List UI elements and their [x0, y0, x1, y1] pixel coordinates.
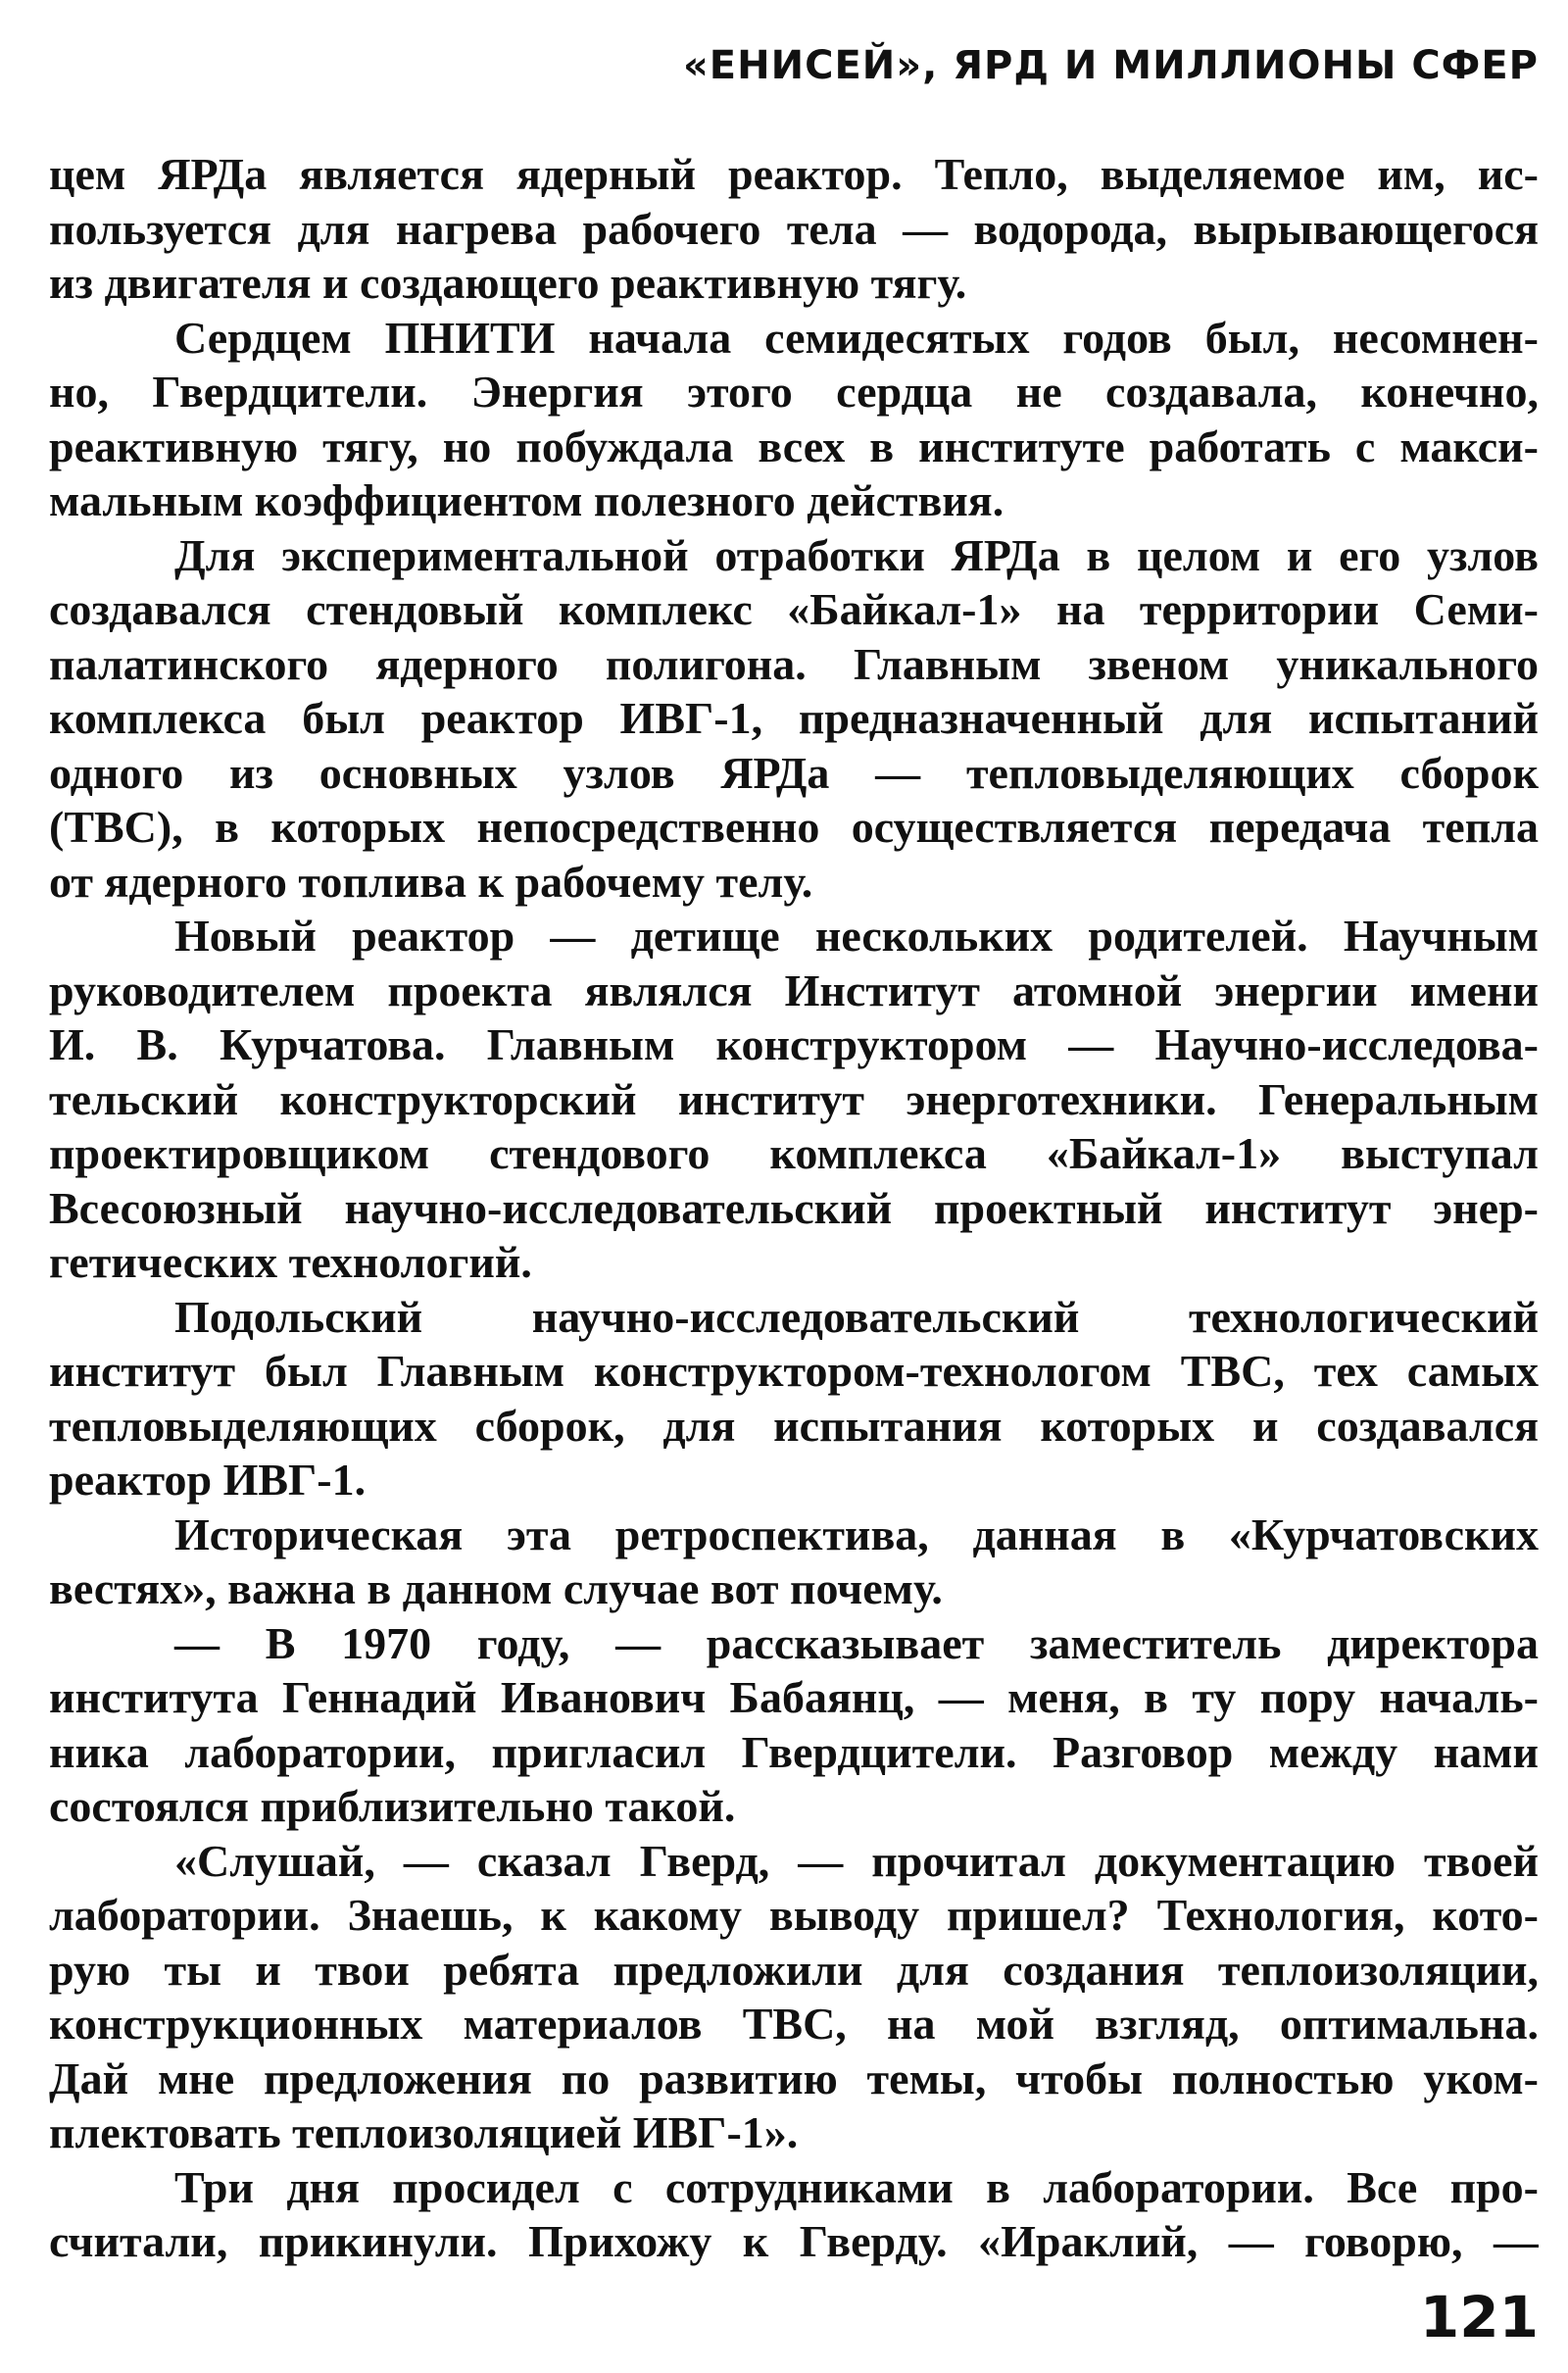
running-head: «ЕНИСЕЙ», ЯРД И МИЛЛИОНЫ СФЕР — [682, 43, 1539, 88]
text-line: тепловыделяющих сборок, для испытания которых и создавался — [49, 1400, 1539, 1451]
text-line: — В 1970 году, — рассказывает заместитель директора — [174, 1617, 1539, 1668]
text-line: создавался стендовый комплекс «Байкал-1» на территории Семи- — [49, 584, 1539, 634]
text-line: вестях», важна в данном случае вот почему. — [49, 1563, 943, 1613]
page-number: 121 — [1419, 2284, 1539, 2350]
text-line: реактивную тягу, но побуждала всех в институте работать с макси- — [49, 420, 1539, 471]
text-line: палатинского ядерного полигона. Главным звеном уникального — [49, 638, 1539, 689]
text-line: Сердцем ПНИТИ начала семидесятых годов был, несомнен- — [174, 312, 1539, 363]
text-line: состоялся приблизительно такой. — [49, 1781, 736, 1831]
text-line: (ТВС), в которых непосредственно осуществляется передача тепла — [49, 802, 1539, 852]
text-line: Историческая эта ретроспектива, данная в «Курчатовских — [174, 1508, 1539, 1559]
text-line: цем ЯРДа является ядерный реактор. Тепло, выделяемое им, ис- — [49, 149, 1539, 199]
text-line: мальным коэффициентом полезного действия. — [49, 475, 1004, 525]
text-line: институт был Главным конструктором-технологом ТВС, тех самых — [49, 1346, 1539, 1396]
text-line: проектировщиком стендового комплекса «Байкал-1» выступал — [49, 1128, 1539, 1178]
text-line: лаборатории. Знаешь, к какому выводу пришел? Технология, кото- — [49, 1890, 1539, 1940]
text-line: Новый реактор — детище нескольких родителей. Научным — [174, 911, 1539, 961]
text-line: из двигателя и создающего реактивную тягу. — [49, 258, 967, 308]
text-line: Для экспериментальной отработки ЯРДа в целом и его узлов — [174, 529, 1539, 580]
text-line: комплекса был реактор ИВГ-1, предназначенный для испытаний — [49, 693, 1539, 743]
text-line: ника лаборатории, пригласил Гвердцители. Разговор между нами — [49, 1726, 1539, 1777]
text-line: считали, прикинули. Прихожу к Гверду. «Ираклий, — говорю, — — [49, 2216, 1539, 2266]
text-line: Дай мне предложения по развитию темы, чтобы полностью уком- — [49, 2052, 1539, 2103]
body-text — [49, 147, 1539, 2269]
text-line: но, Гвердцители. Энергия этого сердца не создавала, конечно, — [49, 367, 1539, 417]
text-line: Подольский научно-исследовательский технологический — [174, 1291, 1539, 1342]
text-line: плектовать теплоизоляцией ИВГ-1». — [49, 2107, 799, 2157]
text-line: пользуется для нагрева рабочего тела — водорода, вырывающегося — [49, 203, 1539, 254]
text-line: реактор ИВГ-1. — [49, 1455, 367, 1505]
text-line: одного из основных узлов ЯРДа — тепловыделяющих сборок — [49, 747, 1539, 798]
text-line: И. В. Курчатова. Главным конструктором — Научно-исследова- — [49, 1019, 1539, 1069]
text-line: «Слушай, — сказал Гверд, — прочитал документацию твоей — [174, 1835, 1539, 1886]
text-line: тельский конструкторский институт энерготехники. Генеральным — [49, 1073, 1539, 1124]
book-page — [49, 0, 1539, 2373]
text-line: гетических технологий. — [49, 1237, 532, 1287]
text-line: Три дня просидел с сотрудниками в лаборатории. Все про- — [174, 2161, 1539, 2212]
text-line: конструкционных материалов ТВС, на мой взгляд, оптимальна. — [49, 1999, 1539, 2049]
text-line: от ядерного топлива к рабочему телу. — [49, 856, 813, 907]
text-line: рую ты и твои ребята предложили для создания теплоизоляции, — [49, 1944, 1539, 1995]
text-line: руководителем проекта являлся Институт атомной энергии имени — [49, 964, 1539, 1015]
text-line: Всесоюзный научно-исследовательский проектный институт энер- — [49, 1182, 1539, 1233]
text-line: института Геннадий Иванович Бабаянц, — меня, в ту пору началь- — [49, 1672, 1539, 1722]
